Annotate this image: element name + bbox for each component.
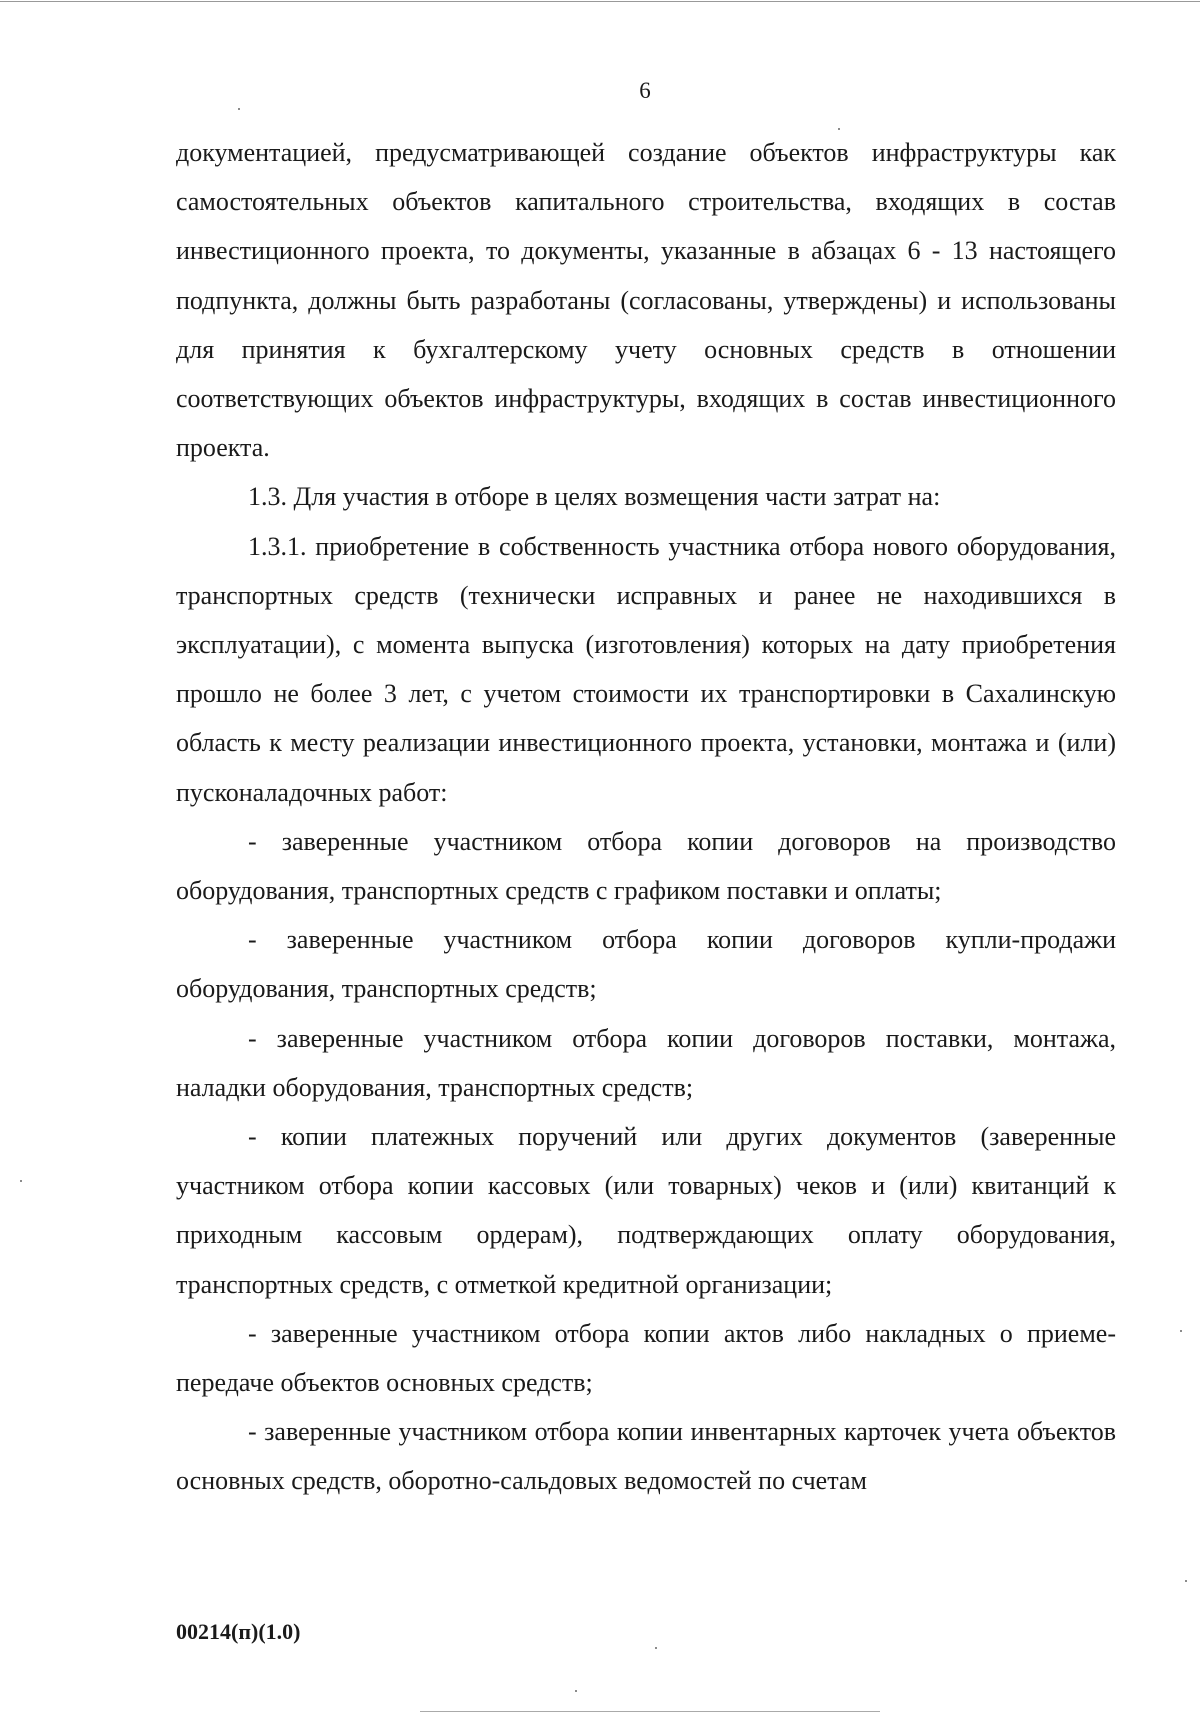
scan-speck (575, 1690, 577, 1692)
list-item-acceptance-acts: - заверенные участником отбора копии актов либо накладных о приеме-передаче объектов основных средств; (176, 1318, 1116, 1398)
scan-edge-bottom (420, 1711, 880, 1712)
scan-speck (20, 1180, 22, 1182)
paragraph-continuation: документацией, предусматривающей создание объектов инфраструктуры как самостоятельных объектов капитального строительства, входящих в состав инвестиционного проекта, то документы, указанные в абзацах 6 - 13 настоящего подпункта, должны быть разработаны (согласованы, утверждены) и использованы для принятия к бухгалтерскому учету основных средств в отношении соответствующих объектов инфраструктуры, входящих в состав инвестиционного проекта. (176, 138, 1116, 463)
list-item-sale-contracts: - заверенные участником отбора копии договоров купли-продажи оборудования, транспортных средств; (176, 925, 1116, 1004)
scan-speck (1180, 1330, 1182, 1332)
page-number: 6 (639, 78, 651, 103)
list-item-payment-orders: - копии платежных поручений или других документов (заверенные участником отбора копии кассовых (или товарных) чеков и (или) квитанций к приходным кассовым ордерам), подтверждающих оплату оборудования, транспортных средств, с отметкой кредитной организации; (176, 1122, 1116, 1299)
list-item-production-contracts: - заверенные участником отбора копии договоров на производство оборудования, транспортных средств с графиком поставки и оплаты; (176, 826, 1116, 906)
scan-speck (238, 108, 240, 110)
document-body (176, 128, 1116, 1506)
scan-edge-top (0, 1, 1200, 2)
paragraph-clause-1-3-1: 1.3.1. приобретение в собственность участника отбора нового оборудования, транспортных средств (технически исправных и ранее не находившихся в эксплуатации), с момента выпуска (изготовления) которых на дату приобретения прошло не более 3 лет, с учетом стоимости их транспортировки в Сахалинскую область к месту реализации инвестиционного проекта, установки, монтажа и (или) пусконаладочных работ: (176, 531, 1116, 807)
list-item-supply-contracts: - заверенные участником отбора копии договоров поставки, монтажа, наладки оборудования, транспортных средств; (176, 1023, 1116, 1102)
scan-speck (655, 1647, 657, 1649)
document-footer-code: 00214(п)(1.0) (176, 1619, 301, 1644)
paragraph-clause-1-3: 1.3. Для участия в отборе в целях возмещения части затрат на: (248, 482, 941, 512)
scan-speck (1185, 1580, 1187, 1582)
list-item-inventory-cards: - заверенные участником отбора копии инвентарных карточек учета объектов основных средств, оборотно-сальдовых ведомостей по счетам (176, 1417, 1116, 1496)
